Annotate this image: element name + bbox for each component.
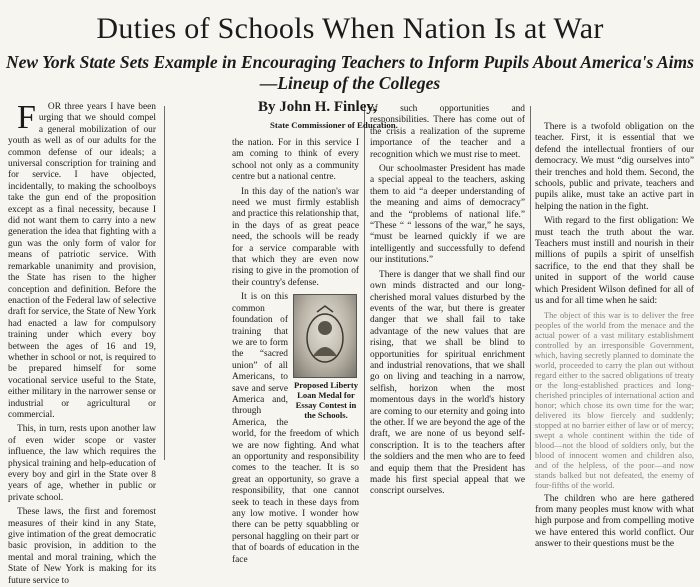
article-columns <box>8 96 694 586</box>
byline: By John H. Finley, <box>258 99 377 115</box>
medal-figure <box>293 294 359 420</box>
paragraph: This, in turn, rests upon another law of even wider scope or vaster influence, the law which requires the physical training and help-education of every boy and girl in the State over 8 years of age, whether in public or private school. <box>8 424 156 503</box>
paragraph: The children who are here gathered from many peoples must know with what high purpose and from compelling motive we have entered this world conflict. Our answer to their questions must be the <box>535 493 694 550</box>
paragraph: There is danger that we shall find our own minds distracted and our long-cherished moral values disturbed by the events of the war, but there is greater danger that we shall fail to take advantage of the new values that are rising, that we shall be blind to opportunities for spiritual enrichment and industrial renovations, that we shall go on living and teaching in a narrow, selfish, horizon when the most momentous days in the world's history are coming to our eternity and going into the other. If we are beyond the age of the draft, we are none of us beyond self-conscription. It is to the teachers after the soldiers and the men who are to feed and equip them that the President has made his first special appeal that we conscript ourselves. <box>370 269 525 497</box>
column-4 <box>535 122 694 550</box>
column-3 <box>370 104 525 497</box>
quoted-paragraph: The object of this war is to deliver the free peoples of the world from the menace and the actual power of a vast military establishment controlled by an irresponsible Government, which, having secretly planned to dominate the world, proceeded to carry the plan out without regard either to the sacred obligations of treaty or the long-established practices and long-cherished principles of international action and honor; which chose its own time for the war; delivered its blow fiercely and suddenly; stopped at no barrier either of law or of mercy; swept a whole continent within the tide of blood—not the blood of soldiers only, but the blood of innocent women and children also, and of the helpless, of the poor—and now stands balked but not defeated, the enemy of four-fifths of the world. <box>535 310 694 490</box>
paragraph: of such opportunities and responsibilities. There has come out of the crisis a realization of the supreme importance of the teacher and a recognition which we must rise to meet. <box>370 104 525 160</box>
medal-image <box>293 294 357 378</box>
paragraph: These laws, the first and foremost measures of their kind in any State, give intimation of the great democratic basic provision, in addition to the mental and moral training, which the State of New York is making for its future service to <box>8 507 156 586</box>
column-rule <box>530 106 531 460</box>
paragraph: It is on this common foundation of training that we are to form the “sacred union” of all Americans, to save and serve America and, through America, the world, for the freedom of which we are now fighting. And what an opportunity and responsibility comes to the teacher. It is so great an opportunity, so grave a responsibility, that one cannot seek to teach in these days from any low motive. I wonder how there can be petty squabbling or personal haggling on their part or that of boards of education in the face <box>232 292 359 565</box>
paragraph: F OR three years I have been urging that we should compel a general mobilization of our youth as well as of our adults for the common defense of our ideals; a universal conscription for training and for service. I have objected, incidentally, to making the schoolboys take the gun end of the proposition except as a final necessity, because I did not want them to carry into a new generation the idea that fighting with a gun was the only form of valor for means of patriotic service. With remarkable unanimity and provision, the State has risen to the higher conception and definition. Before the enaction of the Federal law of selective draft for service, the State of New York had enacted a law for compulsory training under which every boy between the ages of 16 and 19, whether in school or not, is required to be prepared himself for some vocational service useful to the State, either military in the narrower sense or industrial or agricultural or commercial. <box>8 99 156 420</box>
photo-caption: Proposed Liberty Loan Medal for Essay Contest in the Schools. <box>293 380 359 421</box>
paragraph: In this day of the nation's war need we must firmly establish and practice this relationship that, in the days of as great peace need, the schools will be ready for a service comparable with that which they are even now rising to give in the promotion of their country's defense. <box>232 186 359 288</box>
headline: Duties of Schools When Nation Is at War <box>96 12 604 45</box>
column-rule <box>164 106 165 460</box>
subheadline: New York State Sets Example in Encouraging Teachers to Inform Pupils About America's Aims —Lineup of the Colleges <box>6 52 694 93</box>
medal-icon <box>303 306 347 366</box>
column-rule <box>364 106 365 460</box>
paragraph: With regard to the first obligation: We must teach the truth about the war. Teachers must instill and nourish in their millions of pupils a spirit of unselfish sacrifice, to the end that they shall be united in support of the world cause which President Wilson defined for all of us and for all time when he said: <box>535 216 694 307</box>
drop-cap: F <box>17 99 36 136</box>
byline-title: State Commissioner of Education. <box>270 120 398 130</box>
column-2 <box>232 138 359 565</box>
paragraph: Our schoolmaster President has made a special appeal to the teachers, asking them to aid “a deeper understanding of the meaning and aims of democracy” and the “problems of national life.” “These “ “ lessons of the war,” he says, “must be learned quickly if we are intelligently and successfully to defend our institutions.” <box>370 164 525 266</box>
paragraph: There is a twofold obligation on the teacher. First, it is essential that we defend the intellectual frontiers of our democracy. We must “dig ourselves into” their trenches and hold them. Second, the schools, public and private, teachers and pupils alike, must take an active part in helping the nation in the fight. <box>535 122 694 212</box>
column-1 <box>8 99 156 586</box>
paragraph: the nation. For in this service I am coming to think of every school not only as a community centre but a national centre. <box>232 138 359 183</box>
